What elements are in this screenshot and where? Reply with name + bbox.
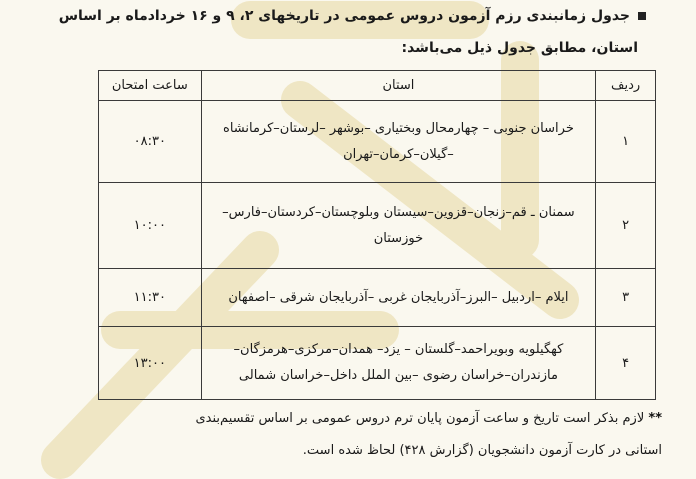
header-time: ساعت امتحان [111, 78, 188, 93]
ostan-line: –گیلان–کرمان–تهران [343, 146, 454, 162]
row-radif: ۳ [595, 269, 655, 326]
ostan-line: ایلام –اردبیل –البرز–آذربایجان غربی –آذربایجان شرقی –اصفهان [228, 289, 569, 305]
ostan-line: خوزستان [373, 230, 424, 246]
heading-line-1 [46, 8, 646, 24]
footer-note-line-1 [22, 408, 662, 430]
bullet-icon [638, 12, 646, 20]
heading-line-2 [38, 40, 638, 56]
row-time: ۱۳:۰۰ [133, 355, 166, 371]
row-ostan [201, 183, 596, 268]
footer-text-1: لازم بذکر است تاریخ و ساعت آزمون پایان ترم دروس عمومی بر اساس تقسیم‌بندی [195, 411, 645, 426]
row-radif: ۴ [595, 327, 655, 399]
header-radif: ردیف [595, 71, 655, 100]
footer-note-line-2 [22, 440, 662, 462]
ostan-line: مازندران–خراسان رضوی –بین الملل داخل–خراسان شمالی [238, 368, 558, 383]
heading-text-1: جدول زمانبندی رزم آزمون دروس عمومی در تاریخهای ۲، ۹ و ۱۶ خردادماه بر اساس [58, 8, 630, 24]
footer-text-2: استانی در کارت آزمون دانشجویان (گزارش ۴۲۸) لحاظ شده است. [302, 443, 662, 458]
heading-text-2: استان، مطابق جدول ذیل می‌باشد: [401, 40, 638, 56]
row-radif: ۱ [595, 101, 655, 182]
row-time: ۰۸:۳۰ [133, 134, 166, 149]
table-row [99, 327, 655, 399]
ostan-line: خراسان جنوبی – چهارمحال وبختیاری –بوشهر –لرستان–کرمانشاه [223, 120, 574, 136]
ostan-line: کهگیلویه وبویراحمد–گلستان – یزد– همدان–مرکزی–هرمزگان– [233, 342, 564, 357]
row-ostan [201, 101, 596, 182]
row-ostan [201, 269, 596, 326]
table-row [99, 269, 655, 327]
row-time: ۱۱:۳۰ [133, 290, 166, 305]
row-ostan [201, 327, 596, 399]
table-header-row [99, 71, 655, 101]
row-radif: ۲ [595, 183, 655, 268]
table-row [99, 183, 655, 269]
row-time: ۱۰:۰۰ [133, 218, 166, 233]
footer-star: ** [648, 411, 662, 426]
table-row [99, 101, 655, 183]
schedule-table [98, 70, 656, 400]
header-ostan: استان [201, 71, 596, 100]
ostan-line: سمنان ـ قم–زنجان–قزوین–سیستان وبلوچستان–کردستان–فارس– [222, 204, 575, 220]
